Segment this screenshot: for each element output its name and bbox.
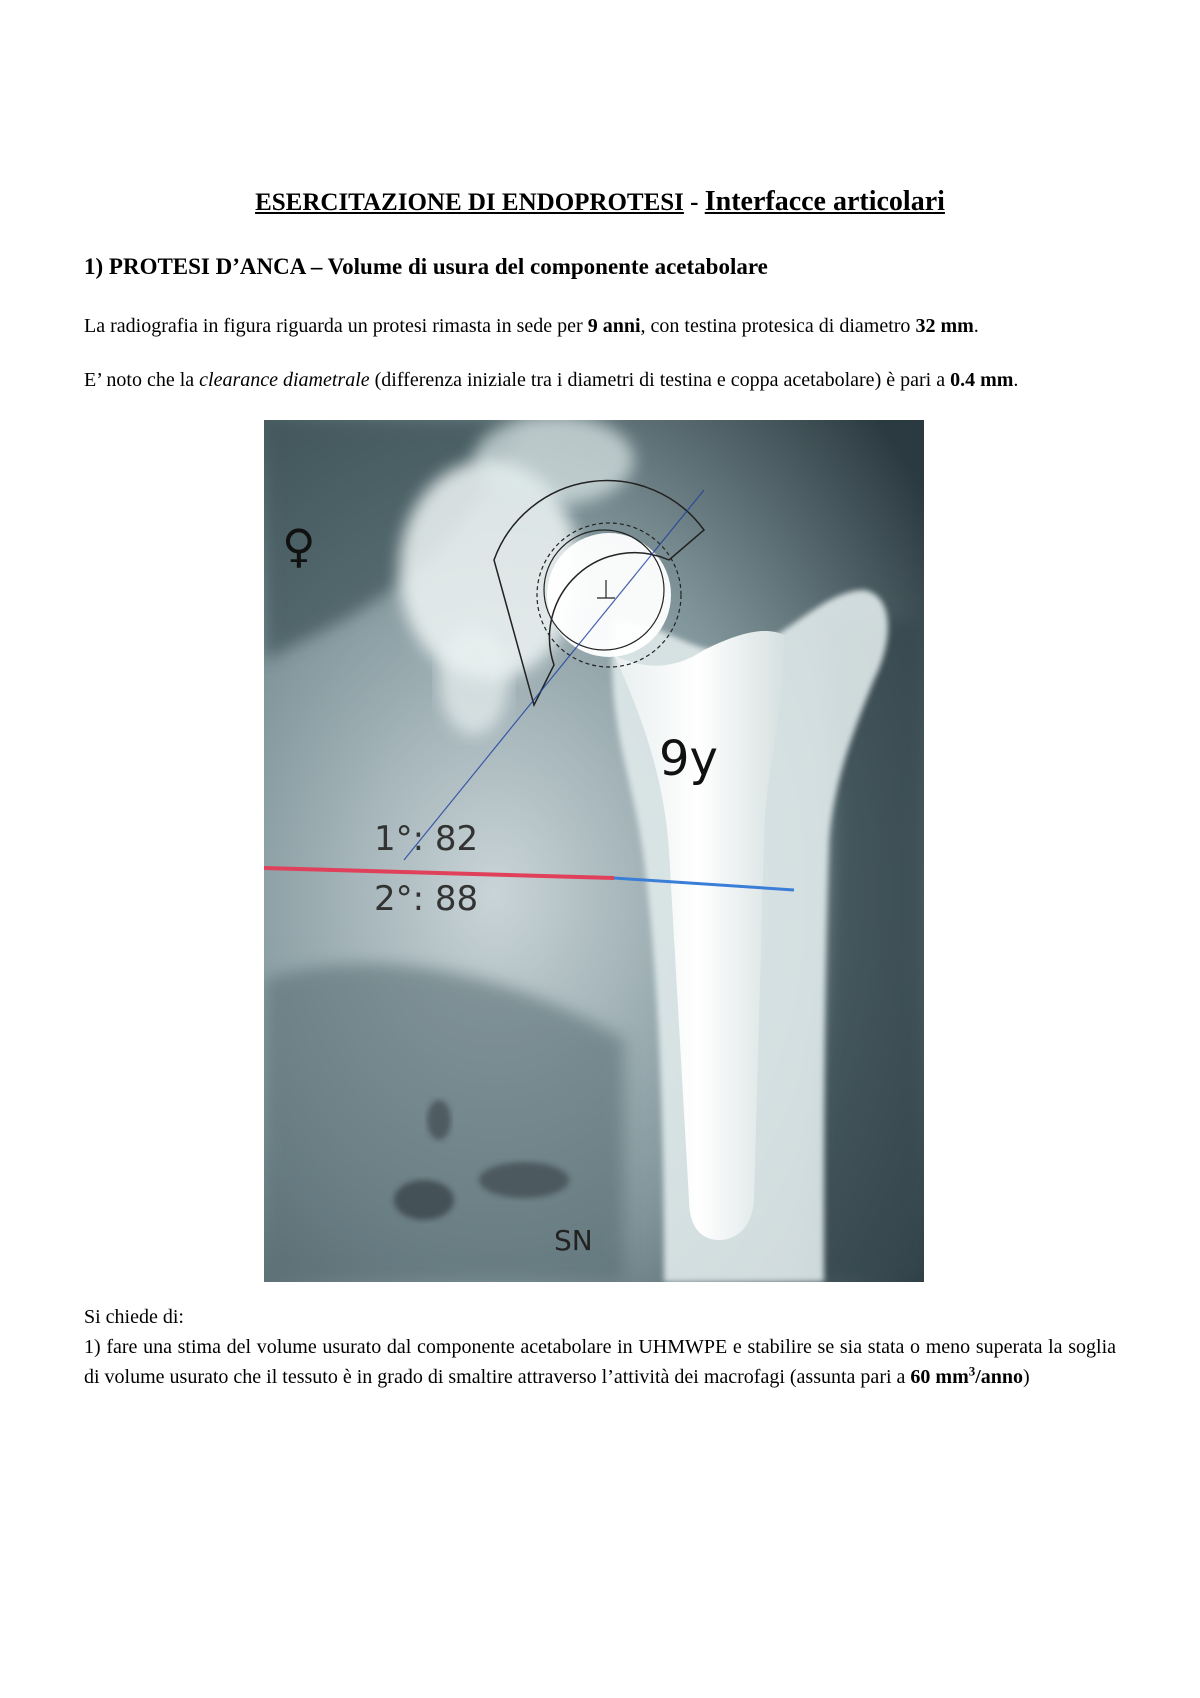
question-text: ) — [1023, 1366, 1030, 1388]
artifact-mark — [394, 1180, 454, 1220]
title-main: ESERCITAZIONE DI ENDOPROTESI — [255, 189, 684, 216]
intro-text: . — [973, 315, 979, 337]
intro-text: La radiografia in figura riguarda un protesi rimasta in sede per — [84, 315, 588, 337]
intro-text: E’ noto che la — [84, 369, 200, 391]
artifact-mark — [427, 1100, 451, 1140]
years-value: 9 anni — [587, 315, 641, 337]
title-subtitle: Interfacce articolari — [704, 186, 945, 217]
intro-text: (differenza iniziale tra i diametri di testina e coppa acetabolare) è pari a — [369, 369, 951, 391]
title-separator: - — [683, 189, 705, 216]
xray-figure — [264, 420, 924, 1282]
diameter-value: 32 mm — [915, 315, 974, 337]
clearance-term: clearance diametrale — [199, 369, 370, 391]
artifact-mark — [479, 1162, 569, 1198]
intro-text: , con testina protesica di diametro — [640, 315, 916, 337]
question-text: 1) fare una stima del volume usurato dal componente acetabolare in UHMWPE e stabilire se sia stata o meno superata la soglia di volume usurato che il tessuto è in grado di smaltire attraverso l’attività dei macrofagi (assunta pari a — [84, 1336, 1116, 1388]
pelvis-bone — [439, 625, 509, 735]
angle-label-2: 2°: 88 — [374, 879, 479, 919]
section-heading: 1) PROTESI D’ANCA – Volume di usura del componente acetabolare — [84, 254, 768, 279]
intro-paragraph-2 — [84, 365, 1116, 395]
angle-label-1: 1°: 82 — [374, 819, 479, 859]
intro-paragraph-1 — [84, 311, 1116, 341]
female-symbol: ♀ — [282, 519, 316, 573]
threshold-exponent: 3 — [968, 1363, 976, 1379]
question-1 — [84, 1332, 1116, 1392]
years-label: 9y — [659, 731, 718, 787]
threshold-value: 60 mm — [910, 1366, 969, 1388]
prosthesis-head — [547, 533, 671, 657]
page-title — [0, 186, 1200, 218]
clearance-value: 0.4 mm — [950, 369, 1014, 391]
side-label: SN — [554, 1224, 593, 1257]
threshold-unit: /anno — [975, 1366, 1024, 1388]
intro-text: . — [1013, 369, 1019, 391]
question-intro: Si chiede di: — [84, 1306, 184, 1328]
